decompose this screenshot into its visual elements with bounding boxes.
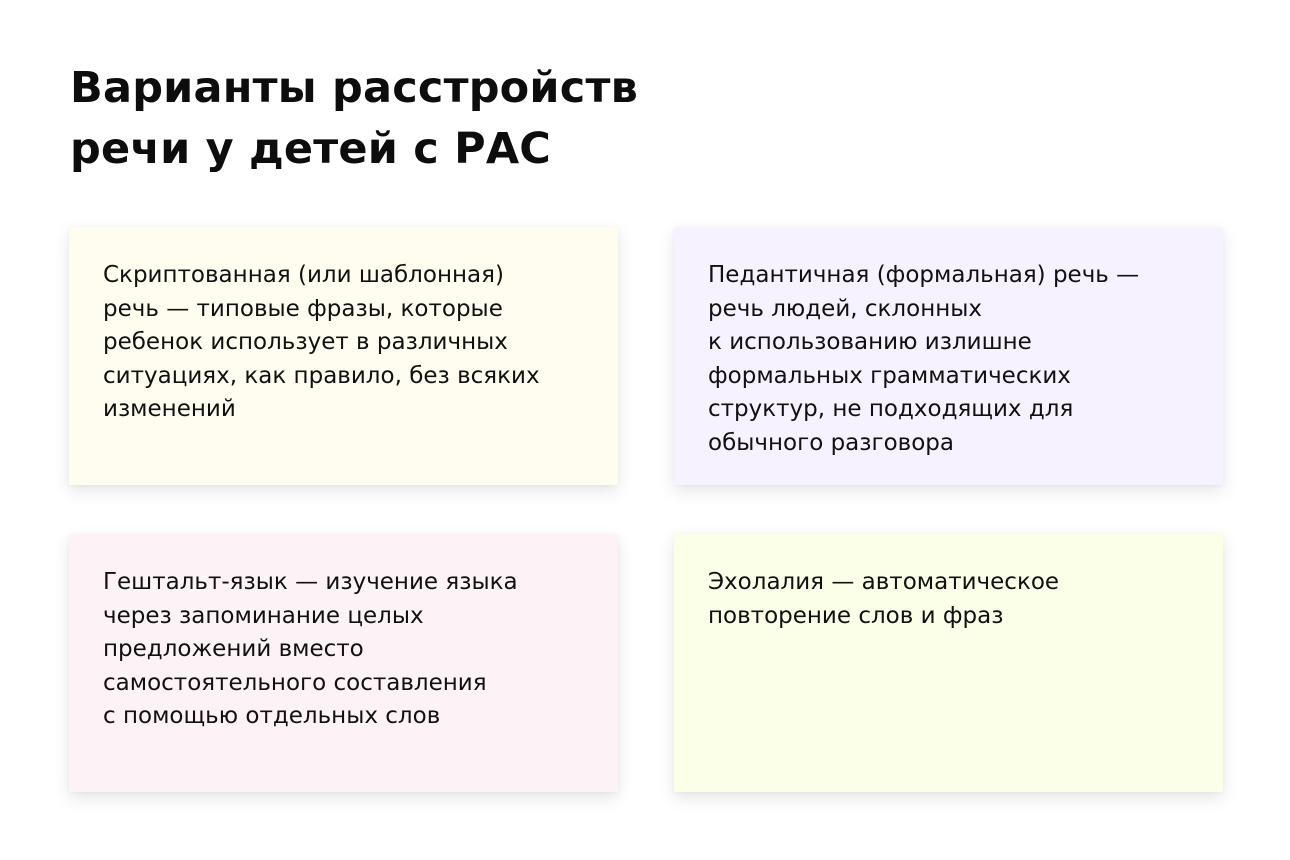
card-text-line: речь людей, склонных: [708, 295, 983, 322]
card-text-line: предложений вместо: [103, 636, 364, 662]
card-echolalia: [674, 534, 1223, 792]
card-text-line: с помощью отдельных слов: [103, 703, 441, 729]
card-text-line: ситуациях, как правило, без всяких: [103, 362, 540, 389]
card-text-line: Педантичная (формальная) речь —: [708, 262, 1140, 288]
card-scripted-speech: [69, 227, 618, 485]
card-text-line: через запоминание целых: [103, 602, 424, 629]
card-text-line: Скриптованная (или шаблонная): [103, 262, 504, 288]
card-text-line: Гештальт-язык — изучение языка: [103, 569, 518, 595]
card-text-line: Эхолалия — автоматическое: [708, 569, 1060, 595]
card-text-line: обычного разговора: [708, 429, 954, 456]
card-text-line: самостоятельного составления: [103, 669, 487, 696]
card-text-line: ребенок использует в различных: [103, 329, 508, 355]
page-title: [70, 58, 770, 180]
card-text-line: изменений: [103, 396, 236, 422]
card-text-line: речь — типовые фразы, которые: [103, 295, 503, 322]
card-text-line: формальных грамматических: [708, 362, 1071, 389]
card-text-line: структур, не подходящих для: [708, 396, 1074, 422]
page-title-line: Варианты расстройств: [70, 63, 638, 113]
page-title-line: речи у детей с РАС: [70, 124, 552, 174]
card-text-line: повторение слов и фраз: [708, 602, 1004, 629]
card-text-line: к использованию излишне: [708, 329, 1032, 355]
card-gestalt-language: [69, 534, 618, 792]
card-pedantic-speech: [674, 227, 1223, 485]
